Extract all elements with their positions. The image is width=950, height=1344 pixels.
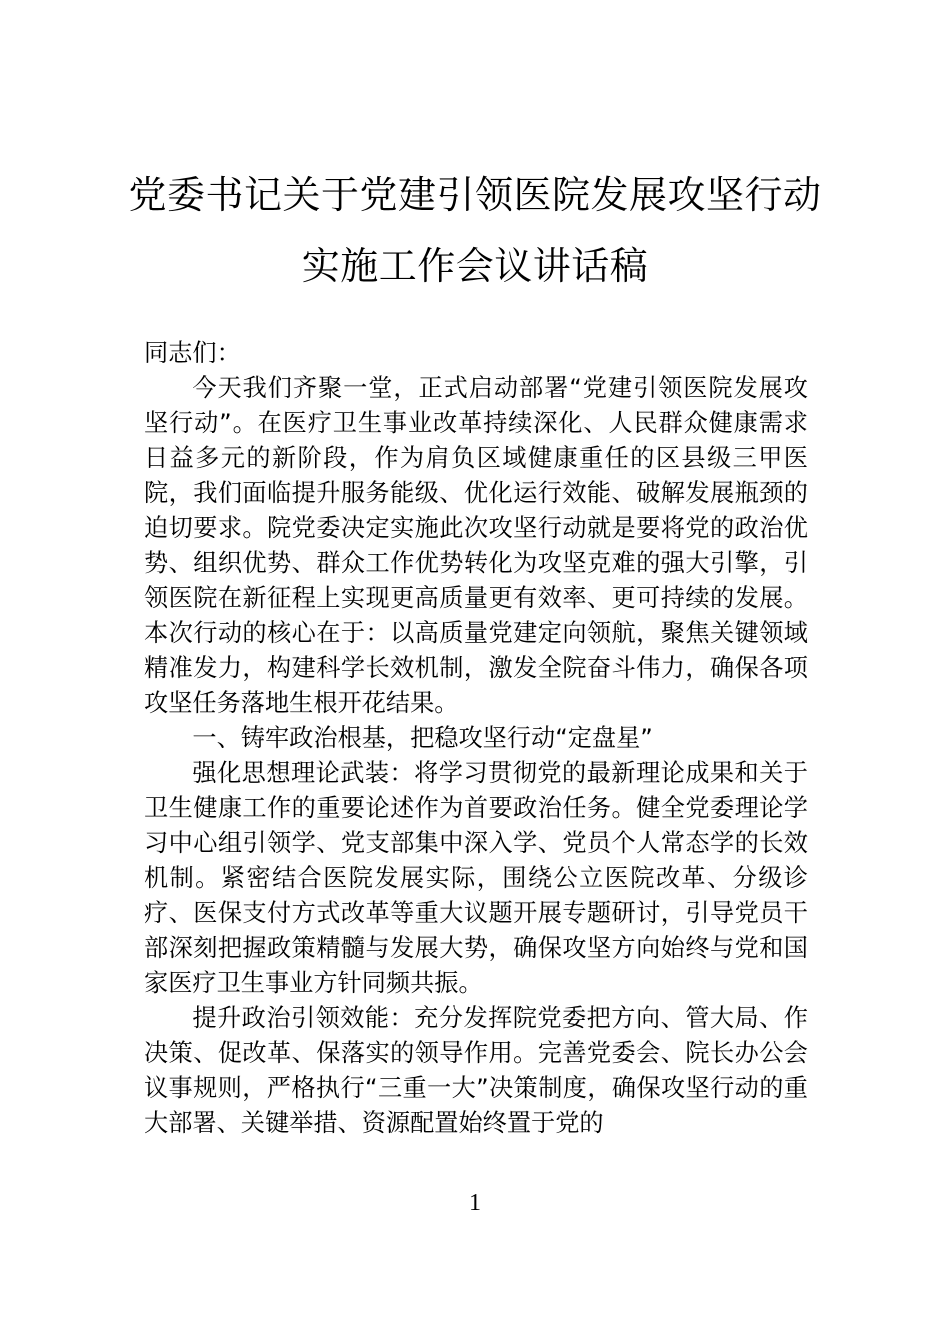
- paragraph-theory-study: 强化思想理论武装：将学习贯彻党的最新理论成果和关于卫生健康工作的重要论述作为首要政治任务。健全党委理论学习中心组引领学、党支部集中深入学、党员个人常态学的长效机制。紧密结合医院发展实际，围绕公立医院改革、分级诊疗、医保支付方式改革等重大议题开展专题研讨，引导党员干部深刻把握政策精髓与发展大势，确保攻坚方向始终与党和国家医疗卫生事业方针同频共振。: [144, 759, 808, 997]
- document-title-line-2: 实施工作会议讲话稿: [301, 244, 649, 288]
- salutation: 同志们：: [144, 339, 241, 367]
- page-number: 1: [469, 1190, 481, 1216]
- paragraph-political-leadership: 提升政治引领效能：充分发挥院党委把方向、管大局、作决策、促改革、保落实的领导作用。完善党委会、院长办公会议事规则，严格执行“三重一大”决策制度，确保攻坚行动的重大部署、关键举措、资源配置始终置于党的: [144, 1004, 808, 1137]
- section-heading-1: 一、铸牢政治根基，把稳攻坚行动“定盘星”: [192, 724, 653, 752]
- document-body: [144, 336, 808, 1141]
- paragraph-intro: 今天我们齐聚一堂，正式启动部署“党建引领医院发展攻坚行动”。在医疗卫生事业改革持续深化、人民群众健康需求日益多元的新阶段，作为肩负区域健康重任的区县级三甲医院，我们面临提升服务能级、优化运行效能、破解发展瓶颈的迫切要求。院党委决定实施此次攻坚行动就是要将党的政治优势、组织优势、群众工作优势转化为攻坚克难的强大引擎，引领医院在新征程上实现更高质量更有效率、更可持续的发展。本次行动的核心在于：以高质量党建定向领航，聚焦关键领域精准发力，构建科学长效机制，激发全院奋斗伟力，确保各项攻坚任务落地生根开花结果。: [144, 374, 808, 717]
- document-title-line-1: 党委书记关于党建引领医院发展攻坚行动: [128, 173, 822, 217]
